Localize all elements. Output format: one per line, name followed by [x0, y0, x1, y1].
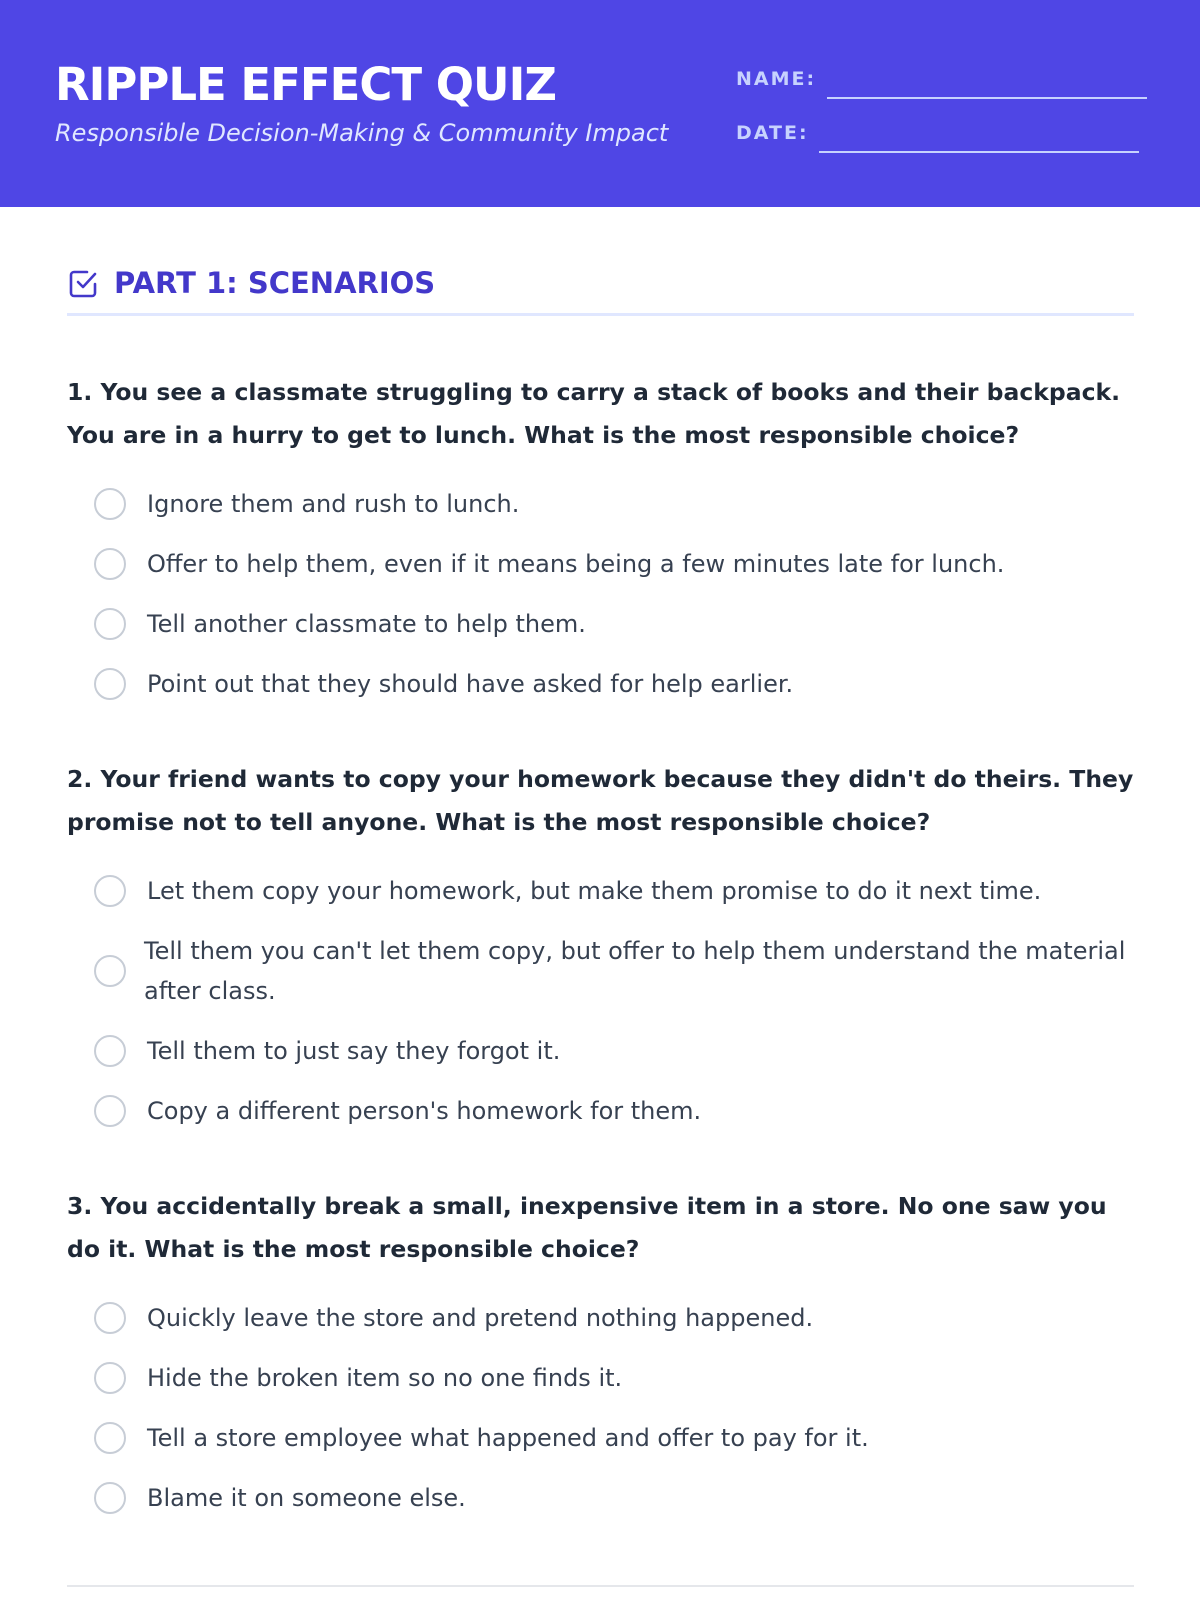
- option-3a[interactable]: [94, 1298, 1094, 1338]
- option-1c[interactable]: [94, 604, 1094, 644]
- option-2c[interactable]: [94, 1031, 1094, 1071]
- option-label: Offer to help them, even if it means being a few minutes late for lunch.: [147, 550, 1005, 578]
- section-title: PART 1: SCENARIOS: [114, 266, 436, 300]
- option-1b[interactable]: [94, 544, 1094, 584]
- option-1d[interactable]: [94, 664, 1094, 704]
- option-label: Tell another classmate to help them.: [147, 610, 586, 638]
- option-label: Copy a different person's homework for them.: [147, 1097, 702, 1125]
- section-divider: [67, 313, 1134, 316]
- name-label: NAME:: [736, 68, 817, 90]
- radio-button[interactable]: [94, 1035, 126, 1067]
- name-field[interactable]: [827, 97, 1147, 99]
- option-label: Point out that they should have asked for help earlier.: [147, 670, 794, 698]
- option-1a[interactable]: [94, 484, 1094, 524]
- option-label: Let them copy your homework, but make them promise to do it next time.: [147, 877, 1042, 905]
- radio-button[interactable]: [94, 488, 126, 520]
- option-3b[interactable]: [94, 1358, 1094, 1398]
- option-label: Blame it on someone else.: [147, 1484, 466, 1512]
- option-label: Tell them you can't let them copy, but offer to help them understand the material after class.: [144, 937, 1126, 1005]
- option-label: Ignore them and rush to lunch.: [147, 490, 520, 518]
- radio-button[interactable]: [94, 955, 126, 987]
- radio-button[interactable]: [94, 1422, 126, 1454]
- radio-button[interactable]: [94, 1095, 126, 1127]
- radio-button[interactable]: [94, 1362, 126, 1394]
- question-3: 3. You accidentally break a small, inexpensive item in a store. No one saw you do it. What is the most responsible choice?: [67, 1192, 1107, 1263]
- option-2b[interactable]: [94, 931, 1126, 1011]
- question-2: 2. Your friend wants to copy your homework because they didn't do theirs. They promise not to tell anyone. What is the most responsible choice?: [67, 765, 1134, 836]
- radio-button[interactable]: [94, 1302, 126, 1334]
- option-label: Tell a store employee what happened and offer to pay for it.: [147, 1424, 869, 1452]
- option-label: Tell them to just say they forgot it.: [147, 1037, 561, 1065]
- option-label: Quickly leave the store and pretend nothing happened.: [147, 1304, 814, 1332]
- radio-button[interactable]: [94, 608, 126, 640]
- quiz-title: RIPPLE EFFECT QUIZ: [55, 58, 556, 111]
- option-3d[interactable]: [94, 1478, 1094, 1518]
- radio-button[interactable]: [94, 1482, 126, 1514]
- quiz-header: [0, 0, 1200, 207]
- checkbox-icon: [67, 268, 99, 300]
- section-divider-bottom: [67, 1585, 1134, 1587]
- option-label: Hide the broken item so no one finds it.: [147, 1364, 623, 1392]
- option-2d[interactable]: [94, 1091, 1094, 1131]
- radio-button[interactable]: [94, 875, 126, 907]
- option-3c[interactable]: [94, 1418, 1094, 1458]
- quiz-subtitle: Responsible Decision-Making & Community Impact: [55, 119, 669, 147]
- radio-button[interactable]: [94, 668, 126, 700]
- question-1: 1. You see a classmate struggling to carry a stack of books and their backpack. You are in a hurry to get to lunch. What is the most responsible choice?: [67, 378, 1121, 449]
- radio-button[interactable]: [94, 548, 126, 580]
- date-label: DATE:: [736, 122, 809, 144]
- date-field[interactable]: [819, 151, 1139, 153]
- option-2a[interactable]: [94, 871, 1094, 911]
